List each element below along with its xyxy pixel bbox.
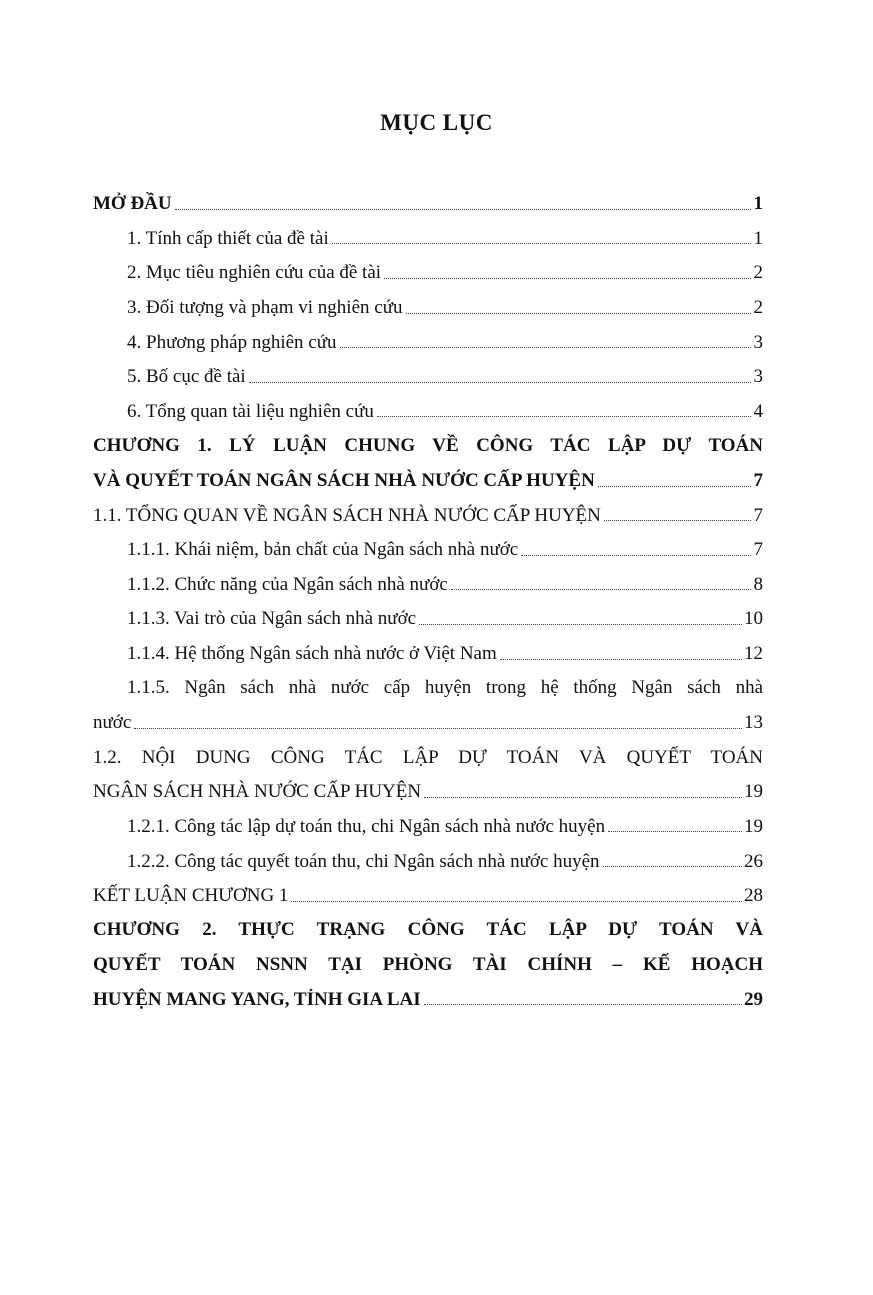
toc-leader	[500, 659, 742, 660]
toc-page-number: 10	[744, 608, 763, 630]
toc-leader	[424, 1004, 742, 1005]
toc-entry-chapter-1-cont[interactable]	[93, 464, 763, 499]
toc-entry-conclusion[interactable]	[93, 879, 763, 914]
toc-entry[interactable]	[93, 637, 763, 672]
toc-entry[interactable]	[93, 395, 763, 430]
toc-entry-label-line2: QUYẾT TOÁN NSNN TẠI PHÒNG TÀI CHÍNH – KẾ HOẠCH	[93, 954, 763, 976]
toc-page-number: 4	[753, 400, 763, 422]
toc-entry-chapter-2-cont2[interactable]	[93, 983, 763, 1018]
toc-leader	[424, 797, 742, 798]
toc-entry-label-line2: VÀ QUYẾT TOÁN NGÂN SÁCH NHÀ NƯỚC CẤP HUYỆN	[93, 470, 595, 492]
toc-leader	[332, 243, 751, 244]
toc-entry-label: 1.1. TỔNG QUAN VỀ NGÂN SÁCH NHÀ NƯỚC CẤP HUYỆN	[93, 504, 601, 526]
toc-entry-label: 3. Đối tượng và phạm vi nghiên cứu	[127, 297, 403, 319]
toc-leader	[384, 278, 751, 279]
toc-leader	[598, 486, 751, 487]
toc-page-number: 7	[753, 539, 763, 561]
toc-page-number: 28	[744, 885, 763, 907]
toc-leader	[451, 589, 751, 590]
toc-leader	[603, 866, 742, 867]
toc-page-number: 1	[753, 227, 763, 249]
toc-entry-label-line1: CHƯƠNG 1. LÝ LUẬN CHUNG VỀ CÔNG TÁC LẬP DỰ TOÁN	[93, 435, 763, 457]
toc-entry-1-2-cont[interactable]	[93, 775, 763, 810]
toc-entry[interactable]	[93, 325, 763, 360]
toc-entry[interactable]	[93, 222, 763, 257]
toc-entry-mo-dau[interactable]	[93, 187, 763, 222]
toc-entry-label-line2: NGÂN SÁCH NHÀ NƯỚC CẤP HUYỆN	[93, 781, 422, 803]
toc-page-number: 2	[753, 297, 763, 319]
toc-leader	[521, 555, 751, 556]
toc-entry-label: 1.1.1. Khái niệm, bản chất của Ngân sách nhà nước	[127, 539, 519, 561]
toc-leader	[340, 347, 751, 348]
toc-entry-label: MỞ ĐẦU	[93, 193, 172, 215]
toc-entry-label: 1. Tính cấp thiết của đề tài	[127, 227, 329, 249]
toc-leader	[406, 313, 752, 314]
toc-entry-label: 1.2.1. Công tác lập dự toán thu, chi Ngân sách nhà nước huyện	[127, 815, 606, 837]
toc-entry-label: 1.1.3. Vai trò của Ngân sách nhà nước	[127, 608, 417, 630]
toc-page-number: 7	[753, 470, 763, 492]
toc-page-number: 19	[744, 815, 763, 837]
toc-entry[interactable]	[93, 810, 763, 845]
toc-leader	[249, 382, 751, 383]
toc-entry[interactable]	[93, 291, 763, 326]
toc-page-number: 12	[744, 643, 763, 665]
toc-entry[interactable]	[93, 602, 763, 637]
toc-entry-label: 5. Bố cục đề tài	[127, 366, 246, 388]
toc-entry-section[interactable]	[93, 498, 763, 533]
toc-leader	[134, 728, 742, 729]
toc-page-number: 19	[744, 781, 763, 803]
toc-page-number: 1	[753, 193, 763, 215]
toc-entry-chapter-2-cont[interactable]	[93, 948, 763, 983]
toc-entry[interactable]	[93, 533, 763, 568]
toc-entry[interactable]	[93, 568, 763, 603]
toc-page-number: 13	[744, 712, 763, 734]
toc-entry[interactable]	[93, 256, 763, 291]
toc-page-number: 8	[753, 573, 763, 595]
toc-entry[interactable]	[93, 844, 763, 879]
toc-page-number: 3	[753, 331, 763, 353]
toc-entry-label: 2. Mục tiêu nghiên cứu của đề tài	[127, 262, 382, 284]
toc-entry-chapter-2[interactable]	[93, 913, 763, 948]
toc-entry-label-line2: nước	[93, 712, 132, 734]
toc-entry-label-line1: 1.2. NỘI DUNG CÔNG TÁC LẬP DỰ TOÁN VÀ QUYẾT TOÁN	[93, 746, 763, 768]
toc-leader	[291, 901, 742, 902]
toc-leader	[175, 209, 751, 210]
toc-entry-label: 1.1.2. Chức năng của Ngân sách nhà nước	[127, 573, 448, 595]
toc-entry[interactable]	[93, 360, 763, 395]
toc-entry-1-1-5[interactable]	[93, 671, 763, 706]
toc-entry-1-2[interactable]	[93, 741, 763, 776]
table-of-contents	[93, 187, 763, 1017]
toc-entry-label-line1: 1.1.5. Ngân sách nhà nước cấp huyện trong hệ thống Ngân sách nhà	[127, 677, 763, 699]
toc-entry-label-line1: CHƯƠNG 2. THỰC TRẠNG CÔNG TÁC LẬP DỰ TOÁN VÀ	[93, 919, 763, 941]
toc-page-number: 7	[753, 504, 763, 526]
toc-entry-chapter-1[interactable]	[93, 429, 763, 464]
toc-leader	[604, 520, 751, 521]
toc-entry-label: 6. Tổng quan tài liệu nghiên cứu	[127, 400, 374, 422]
toc-leader	[419, 624, 742, 625]
toc-entry-label: 1.2.2. Công tác quyết toán thu, chi Ngân sách nhà nước huyện	[127, 850, 600, 872]
toc-entry-label: 1.1.4. Hệ thống Ngân sách nhà nước ở Việt Nam	[127, 643, 497, 665]
toc-leader	[377, 416, 751, 417]
toc-entry-label: KẾT LUẬN CHƯƠNG 1	[93, 885, 289, 907]
toc-entry-1-1-5-cont[interactable]	[93, 706, 763, 741]
toc-page-number: 26	[744, 850, 763, 872]
toc-page-number: 29	[744, 988, 763, 1010]
page-title: MỤC LỤC	[380, 110, 493, 135]
toc-page-number: 2	[753, 262, 763, 284]
toc-leader	[608, 831, 742, 832]
toc-page-number: 3	[753, 366, 763, 388]
toc-entry-label-line3: HUYỆN MANG YANG, TỈNH GIA LAI	[93, 988, 421, 1010]
toc-entry-label: 4. Phương pháp nghiên cứu	[127, 331, 337, 353]
